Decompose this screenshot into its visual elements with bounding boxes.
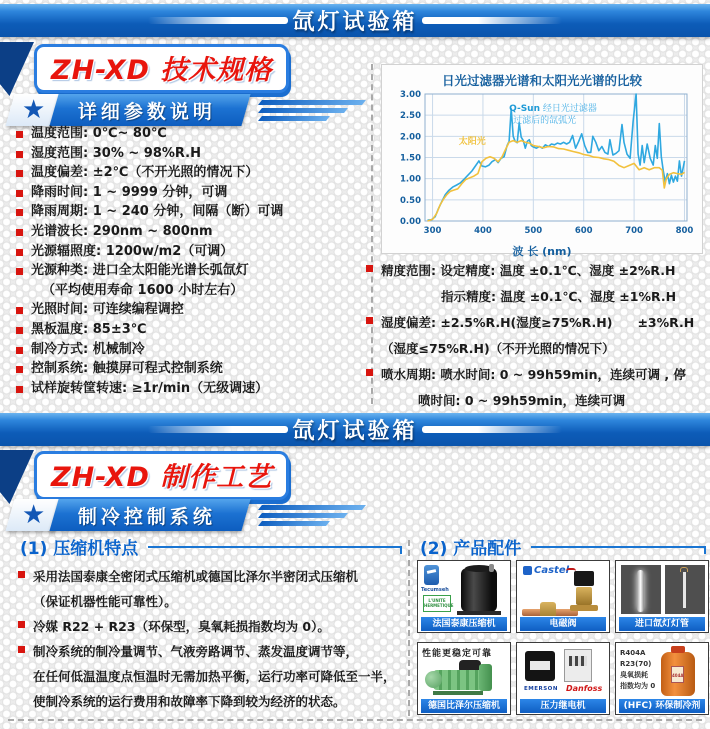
process-subheader-chip xyxy=(49,499,250,531)
bullet-square-icon xyxy=(16,249,23,256)
spec-item xyxy=(16,379,368,399)
spec-item xyxy=(366,336,708,362)
solenoid-valve-image xyxy=(518,562,608,616)
process-subheader xyxy=(10,499,364,531)
process-badge-text: ZH-XD 制作工艺 xyxy=(51,462,273,493)
bullet-square-icon xyxy=(16,229,23,236)
x-tick-label: 700 xyxy=(625,226,643,236)
heading-text: (1) 压缩机特点 xyxy=(20,539,139,559)
solid-state-relay-shape xyxy=(525,651,555,681)
product-card-bitzer-compressor xyxy=(417,642,511,715)
product-label: 电磁阀 xyxy=(520,617,606,631)
page-title: 氙灯试验箱 xyxy=(292,10,418,35)
danfoss-brand-text: Danfoss xyxy=(566,684,603,693)
product-card-tecumseh-compressor xyxy=(417,560,511,633)
spec-text: 精度范围: 设定精度: 温度 ±0.1℃、湿度 ±2%R.H xyxy=(381,263,676,278)
spec-text: 喷水周期: 喷水时间: 0 ~ 99h59min，连续可调 , 停 xyxy=(381,367,686,382)
spec-item xyxy=(16,202,368,222)
heading-text: (2) 产品配件 xyxy=(420,539,522,559)
bullet-square-icon xyxy=(16,268,23,275)
banner-right-line xyxy=(422,17,562,24)
xenon-tube-thin-shape xyxy=(683,572,686,608)
x-tick-label: 400 xyxy=(474,226,492,236)
refrigerant-spec-text xyxy=(620,648,656,692)
spec-item xyxy=(16,242,368,262)
tecumseh-compressor-image xyxy=(419,562,509,616)
bullet-square-icon xyxy=(366,369,373,376)
xenon-lamp-image xyxy=(617,562,707,616)
xenon-tube-shape xyxy=(637,570,644,612)
spec-item xyxy=(366,388,708,414)
chart-x-axis-label: 波 长 (nm) xyxy=(512,245,572,258)
bullet-square-icon xyxy=(366,265,373,272)
bullet-square-icon xyxy=(18,621,25,628)
spec-text: 制冷方式: 机械制冷 xyxy=(31,341,145,357)
product-card-xenon-lamp xyxy=(615,560,709,633)
product-label: 进口氙灯灯管 xyxy=(619,617,705,631)
spec-text: 冷媒 R22 + R23（环保型，臭氧耗损指数均为 0）。 xyxy=(33,619,330,634)
product-grid xyxy=(417,560,709,715)
castel-logo-icon xyxy=(523,566,532,575)
banner-left-line xyxy=(148,17,288,24)
spec-text: 控制系统: 触摸屏可程式控制系统 xyxy=(31,361,223,377)
spec-item xyxy=(18,564,406,589)
page-banner-mid xyxy=(0,413,710,446)
spec-text: 试样旋转筐转速: ≥1r/min（无级调速） xyxy=(31,380,269,396)
right-spec-list xyxy=(366,258,708,414)
spec-item xyxy=(16,163,368,183)
spec-item xyxy=(16,300,368,320)
left-spec-list xyxy=(16,124,368,398)
spec-item xyxy=(16,183,368,203)
speed-lines-icon xyxy=(260,502,364,529)
refrigerant-line: 臭氧损耗 xyxy=(620,671,648,679)
compressor-feature-list xyxy=(18,564,406,714)
chart-title: 日光过滤器光谱和太阳光光谱的比较 xyxy=(441,73,642,88)
spec-item xyxy=(18,664,406,689)
x-tick-label: 600 xyxy=(574,226,593,236)
spec-item xyxy=(16,144,368,164)
spec-text: 湿度范围: 30% ~ 98%R.H xyxy=(31,145,201,161)
x-tick-label: 500 xyxy=(524,226,543,236)
bullet-square-icon xyxy=(16,151,23,158)
spec-item xyxy=(18,589,406,614)
bullet-square-icon xyxy=(16,209,23,216)
star-icon: ★ xyxy=(22,95,46,125)
spec-text: （湿度≤75%R.H)（不开光照的情况下） xyxy=(381,341,615,356)
spec-text: 在任何低温温度点恒温时无需加热平衡，运行功率可降低至一半， xyxy=(33,669,396,684)
spec-text: 采用法国泰康全密闭式压缩机或德国比泽尔半密闭式压缩机 xyxy=(33,569,359,584)
y-tick-label: 0.00 xyxy=(400,217,421,227)
page-title-mid: 氙灯试验箱 xyxy=(292,419,418,444)
ribbon-corner xyxy=(0,42,34,96)
bullet-square-icon xyxy=(16,386,23,393)
spec-text: 光谱波长: 290nm ~ 800nm xyxy=(31,223,213,239)
spec-text: 降雨时间: 1 ~ 9999 分钟，可调 xyxy=(31,184,228,200)
spec-item xyxy=(16,281,368,301)
spec-text: 湿度偏差: ±2.5%R.H(湿度≥75%R.H) ±3%R.H xyxy=(381,315,695,330)
brass-tee-shape xyxy=(540,602,556,616)
spec-item xyxy=(18,639,406,664)
tank-sticker-text: 404A xyxy=(671,666,684,683)
column-divider-dashed xyxy=(408,540,410,716)
heading-rule xyxy=(531,546,706,548)
spec-text: 降雨周期: 1 ~ 240 分钟，间隔（断）可调 xyxy=(31,204,284,220)
mount-feet-shape xyxy=(433,691,483,695)
solenoid-coil-shape xyxy=(574,571,594,586)
refrigerant-line: R23(70) xyxy=(620,660,652,668)
bullet-square-icon xyxy=(16,131,23,138)
tecumseh-brand-text: Tecumseh xyxy=(421,587,449,593)
x-tick-label: 300 xyxy=(423,226,442,236)
refrigerant-line: R404A xyxy=(620,649,646,657)
spec-badge xyxy=(34,44,289,93)
product-label: (HFC) 环保制冷剂 xyxy=(619,699,705,713)
contactor-shape xyxy=(564,649,592,682)
y-tick-label: 3.00 xyxy=(400,90,421,100)
spec-item xyxy=(366,284,708,310)
unite-hermetique-logo: L'UNITE HERMETIQUE xyxy=(423,595,451,612)
spec-text: 使制冷系统的运行费用和故障率下降到较为经济的状态。 xyxy=(33,694,346,709)
spec-text: 温度偏差: ±2℃（不开光照的情况下） xyxy=(31,165,259,181)
spec-text: 光源辐照度: 1200w/m2（可调） xyxy=(31,243,234,259)
banner-left-line xyxy=(148,426,288,433)
spec-item xyxy=(16,320,368,340)
spec-item xyxy=(16,340,368,360)
lamp-backdrop xyxy=(621,565,661,614)
y-tick-label: 0.50 xyxy=(400,195,421,206)
spectrum-chart-panel xyxy=(381,64,703,258)
valve-body-shape xyxy=(576,587,592,605)
ribbon-corner xyxy=(0,450,34,504)
process-subheader-text: 制冷控制系统 xyxy=(78,505,217,528)
y-tick-label: 1.50 xyxy=(400,153,421,164)
lamp-backdrop xyxy=(665,565,705,614)
spec-subheader-chip xyxy=(49,94,250,126)
legend-sunlight: 太阳光 xyxy=(458,136,486,147)
spec-text: 黑板温度: 85±3℃ xyxy=(31,321,147,337)
spec-badge-text: ZH-XD 技术规格 xyxy=(51,55,273,86)
bullet-square-icon xyxy=(366,317,373,324)
spec-subheader xyxy=(10,94,364,126)
heading-rule xyxy=(148,546,402,548)
product-card-refrigerant xyxy=(615,642,709,715)
bullet-square-icon xyxy=(18,571,25,578)
product-label: 法国泰康压缩机 xyxy=(421,617,507,631)
pressure-relay-image xyxy=(518,644,608,698)
bullet-square-icon xyxy=(16,190,23,197)
bottom-divider-dashed xyxy=(8,719,702,721)
spec-item xyxy=(366,362,708,388)
spec-item xyxy=(366,258,708,284)
process-badge xyxy=(34,451,289,500)
refrigerant-line: 指数均为 0 xyxy=(620,682,656,690)
page-banner-top xyxy=(0,4,710,37)
bullet-square-icon xyxy=(16,307,23,314)
cylinder-shape xyxy=(479,664,492,691)
spec-text: 制冷系统的制冷量调节、气液旁路调节、蒸发温度调节等， xyxy=(33,644,359,659)
bullet-square-icon xyxy=(16,347,23,354)
spec-item xyxy=(18,689,406,714)
y-tick-label: 1.00 xyxy=(400,174,421,185)
product-label: 压力继电机 xyxy=(520,699,606,713)
compressor-body-shape xyxy=(461,568,497,612)
spec-text: 喷时间: 0 ~ 99h59min，连续可调 xyxy=(418,393,626,408)
product-card-solenoid-valve xyxy=(516,560,610,633)
star-icon: ★ xyxy=(22,500,46,530)
valve-base-shape xyxy=(570,605,598,611)
refrigerant-image xyxy=(617,644,707,698)
spec-item xyxy=(16,124,368,144)
y-tick-label: 2.50 xyxy=(400,111,421,122)
bullet-square-icon xyxy=(16,170,23,177)
bullet-square-icon xyxy=(18,646,25,653)
spec-text: 指示精度: 温度 ±0.1℃、湿度 ±1%R.H xyxy=(441,289,677,304)
compressor-features-heading xyxy=(20,534,402,559)
pipe-stub xyxy=(489,564,494,572)
spec-text: 光照时间: 可连续编程调控 xyxy=(31,302,184,318)
spec-text: （平均使用寿命 1600 小时左右） xyxy=(42,282,244,298)
spec-subheader-text: 详细参数说明 xyxy=(78,100,217,123)
x-tick-label: 800 xyxy=(675,226,694,236)
spec-text: 温度范围: 0℃~ 80℃ xyxy=(31,126,167,141)
tecumseh-logo-icon xyxy=(424,565,439,585)
spec-item xyxy=(366,310,708,336)
product-parts-heading xyxy=(420,534,706,559)
spec-item xyxy=(16,222,368,242)
product-card-pressure-relay xyxy=(516,642,610,715)
bitzer-compressor-image xyxy=(419,644,509,698)
spectrum-chart xyxy=(389,89,695,241)
castel-brand-text: Castel xyxy=(534,565,570,576)
bullet-square-icon xyxy=(16,366,23,373)
speed-lines-icon xyxy=(260,97,364,124)
legend-qsun-line2: 过滤后的氙弧光 xyxy=(513,115,577,126)
spec-item xyxy=(16,359,368,379)
spec-item xyxy=(18,614,406,639)
y-tick-label: 2.00 xyxy=(400,132,421,143)
legend-qsun: Q-Sun 经日光过滤器 xyxy=(509,103,597,114)
emerson-brand-text: EMERSON xyxy=(524,686,558,692)
end-cap-shape xyxy=(425,671,442,688)
banner-right-line xyxy=(422,426,562,433)
bullet-square-icon xyxy=(16,327,23,334)
spec-text: （保证机器性能可靠性）。 xyxy=(33,594,177,609)
spec-item xyxy=(16,261,368,281)
stability-note-text: 性能更稳定可靠 xyxy=(422,649,493,659)
spec-text: 光源种类: 进口全太阳能光谱长弧氙灯 xyxy=(31,263,249,279)
product-label: 德国比泽尔压缩机 xyxy=(421,699,507,713)
